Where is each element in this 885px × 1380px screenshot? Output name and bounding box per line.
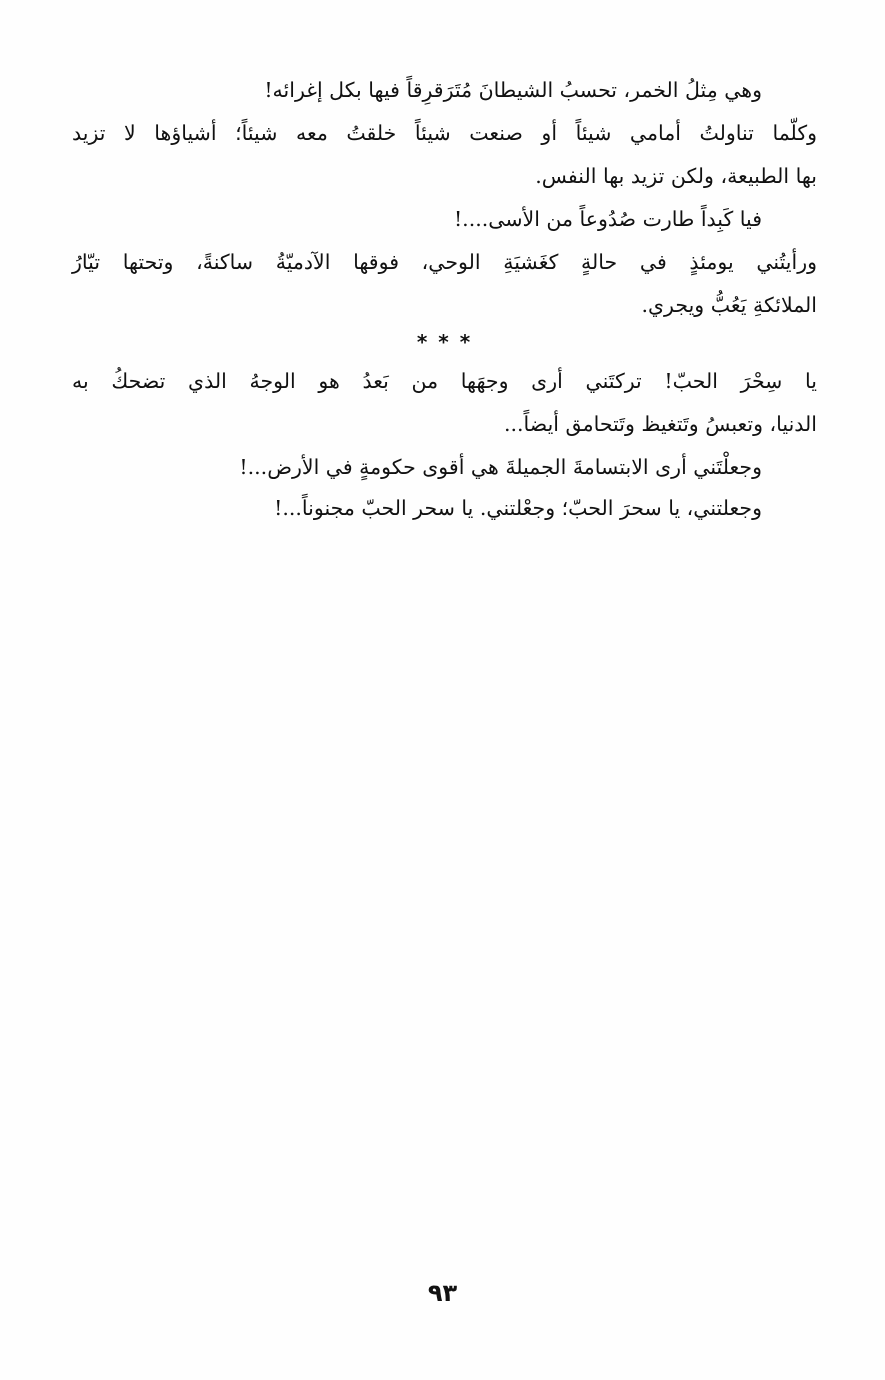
- text-line: وكلّما تناولتُ أمامي شيئاً أو صنعت شيئاً خلقتُ معه شيئاً؛ أشياؤها لا تزيد: [72, 121, 817, 145]
- section-separator: * * *: [416, 330, 473, 354]
- text-line: يا سِحْرَ الحبّ! تركتَني أرى وجهَها من بَعدُ هو الوجهُ الذي تضحكُ به: [72, 369, 817, 393]
- text-line: ورأيتُني يومئذٍ في حالةٍ كغَشيَةِ الوحي، فوقها الآدميّةُ ساكنةً، وتحتها تيّارُ: [72, 250, 817, 274]
- page-number: ٩٣: [427, 1279, 458, 1307]
- text-line: بها الطبيعة، ولكن تزيد بها النفس.: [535, 164, 817, 188]
- text-line: وجعلتني، يا سحرَ الحبّ؛ وجعْلتني. يا سحر الحبّ مجنوناً...!: [274, 496, 762, 520]
- text-line: وهي مِثلُ الخمر، تحسبُ الشيطانَ مُتَرَقرِقاً فيها بكل إغرائه!: [264, 78, 762, 102]
- text-line: الدنيا، وتعبسُ وتَتغيظ وتَتحامق أيضاً...: [504, 412, 817, 436]
- text-line: فيا كَبِداً طارت صُدُوعاً من الأسى....!: [453, 207, 762, 231]
- text-line: الملائكةِ يَعُبُّ ويجري.: [641, 293, 817, 317]
- text-line: وجعلْتَني أرى الابتسامةَ الجميلةَ هي أقوى حكومةٍ في الأرض...!: [239, 455, 762, 479]
